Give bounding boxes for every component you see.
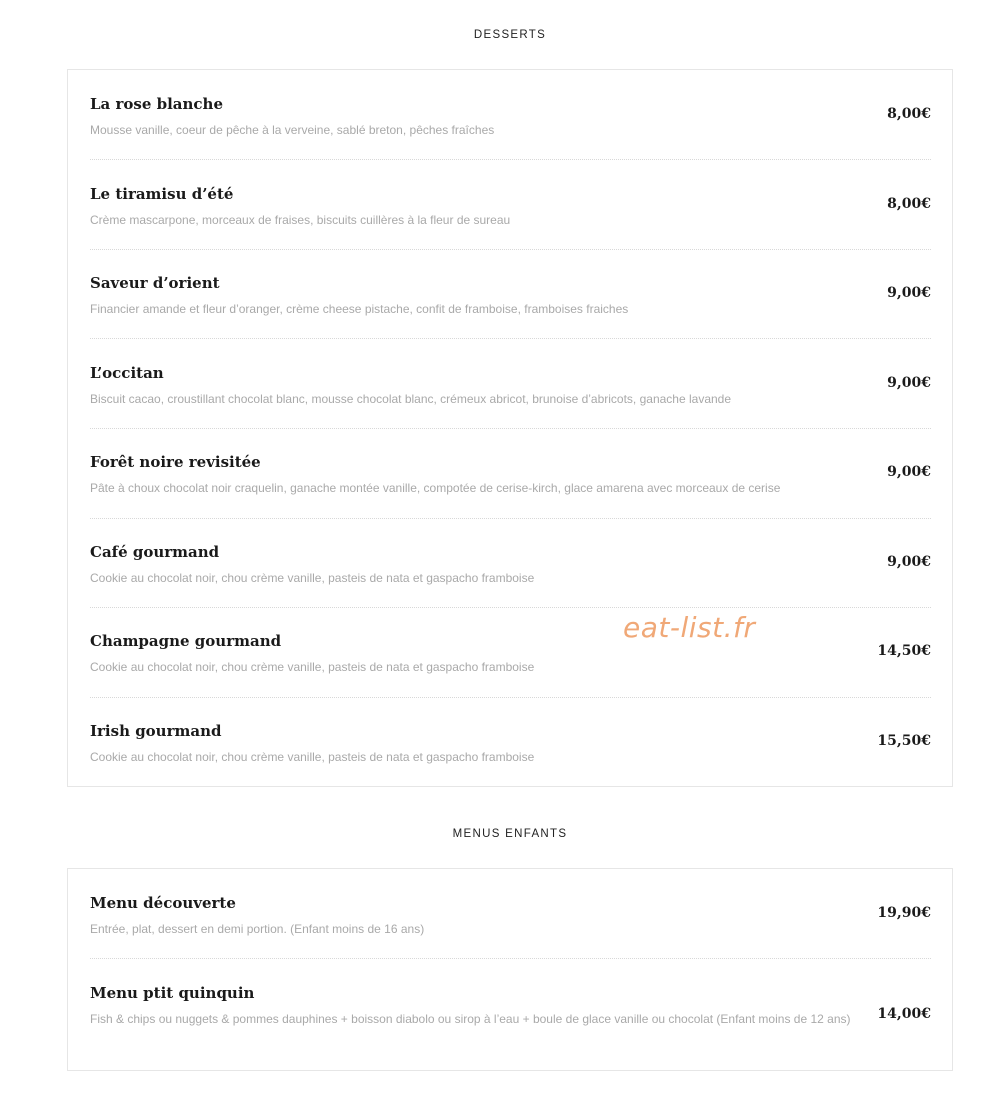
divider (90, 249, 931, 250)
menu-item-description: Cookie au chocolat noir, chou crème vanille, pasteis de nata et gaspacho framboise (90, 750, 535, 764)
menu-item-name: L’occitan (90, 364, 164, 382)
menu-item (90, 722, 931, 782)
menu-item-price: 15,50€ (877, 733, 931, 749)
menu-item-price: 14,00€ (877, 1006, 931, 1022)
menu-item-name: Forêt noire revisitée (90, 453, 261, 471)
menu-item-price: 8,00€ (887, 196, 931, 212)
divider (90, 958, 931, 959)
menu-item-name: Menu ptit quinquin (90, 984, 255, 1002)
menu-item-name: Le tiramisu d’été (90, 185, 234, 203)
menu-item (90, 95, 931, 155)
menu-item (90, 894, 931, 954)
menu-item-price: 9,00€ (887, 285, 931, 301)
menu-item (90, 543, 931, 603)
divider (90, 518, 931, 519)
menu-item-price: 14,50€ (877, 643, 931, 659)
divider (90, 338, 931, 339)
menu-item-name: Irish gourmand (90, 722, 222, 740)
menu-item-description: Mousse vanille, coeur de pêche à la verveine, sablé breton, pêches fraîches (90, 123, 495, 137)
menu-item-description: Financier amande et fleur d’oranger, crème cheese pistache, confit de framboise, framboises fraiches (90, 302, 629, 316)
divider (90, 697, 931, 698)
menu-item (90, 185, 931, 245)
menu-item (90, 632, 931, 692)
menu-item (90, 453, 931, 513)
menu-item-description: Entrée, plat, dessert en demi portion. (Enfant moins de 16 ans) (90, 922, 425, 936)
desserts-section-title: DESSERTS (473, 29, 547, 41)
menu-item-name: La rose blanche (90, 95, 224, 113)
divider (90, 607, 931, 608)
menu-item-name: Café gourmand (90, 543, 220, 561)
menu-item-price: 9,00€ (887, 554, 931, 570)
menu-item-price: 9,00€ (887, 464, 931, 480)
menu-item-description: Pâte à choux chocolat noir craquelin, ganache montée vanille, compotée de cerise-kirch, glace amarena avec morceaux de cerise (90, 481, 781, 495)
menu-item-name: Menu découverte (90, 894, 236, 912)
menu-item (90, 984, 931, 1059)
menu-item-description: Biscuit cacao, croustillant chocolat blanc, mousse chocolat blanc, crémeux abricot, brunoise d’abricots, ganache lavande (90, 392, 732, 406)
menu-item-name: Champagne gourmand (90, 632, 282, 650)
menu-item-price: 9,00€ (887, 375, 931, 391)
menu-item-price: 19,90€ (877, 905, 931, 921)
divider (90, 428, 931, 429)
menu-item-name: Saveur d’orient (90, 274, 220, 292)
menu-item (90, 364, 931, 424)
menu-item-description: Cookie au chocolat noir, chou crème vanille, pasteis de nata et gaspacho framboise (90, 571, 535, 585)
menu-item (90, 274, 931, 334)
kids-menu-card (67, 868, 953, 1071)
kids-menu-section-title: MENUS ENFANTS (452, 828, 568, 840)
watermark-text: eat-list.fr (623, 611, 756, 644)
menu-item-price: 8,00€ (887, 106, 931, 122)
divider (90, 159, 931, 160)
desserts-menu-card (67, 69, 953, 787)
menu-item-description: Fish & chips ou nuggets & pommes dauphines + boisson diabolo ou sirop à l’eau + boule de glace vanille ou chocolat (Enfant moins de 12 ans) (90, 1012, 851, 1026)
menu-item-description: Crème mascarpone, morceaux de fraises, biscuits cuillères à la fleur de sureau (90, 213, 511, 227)
menu-item-description: Cookie au chocolat noir, chou crème vanille, pasteis de nata et gaspacho framboise (90, 660, 535, 674)
